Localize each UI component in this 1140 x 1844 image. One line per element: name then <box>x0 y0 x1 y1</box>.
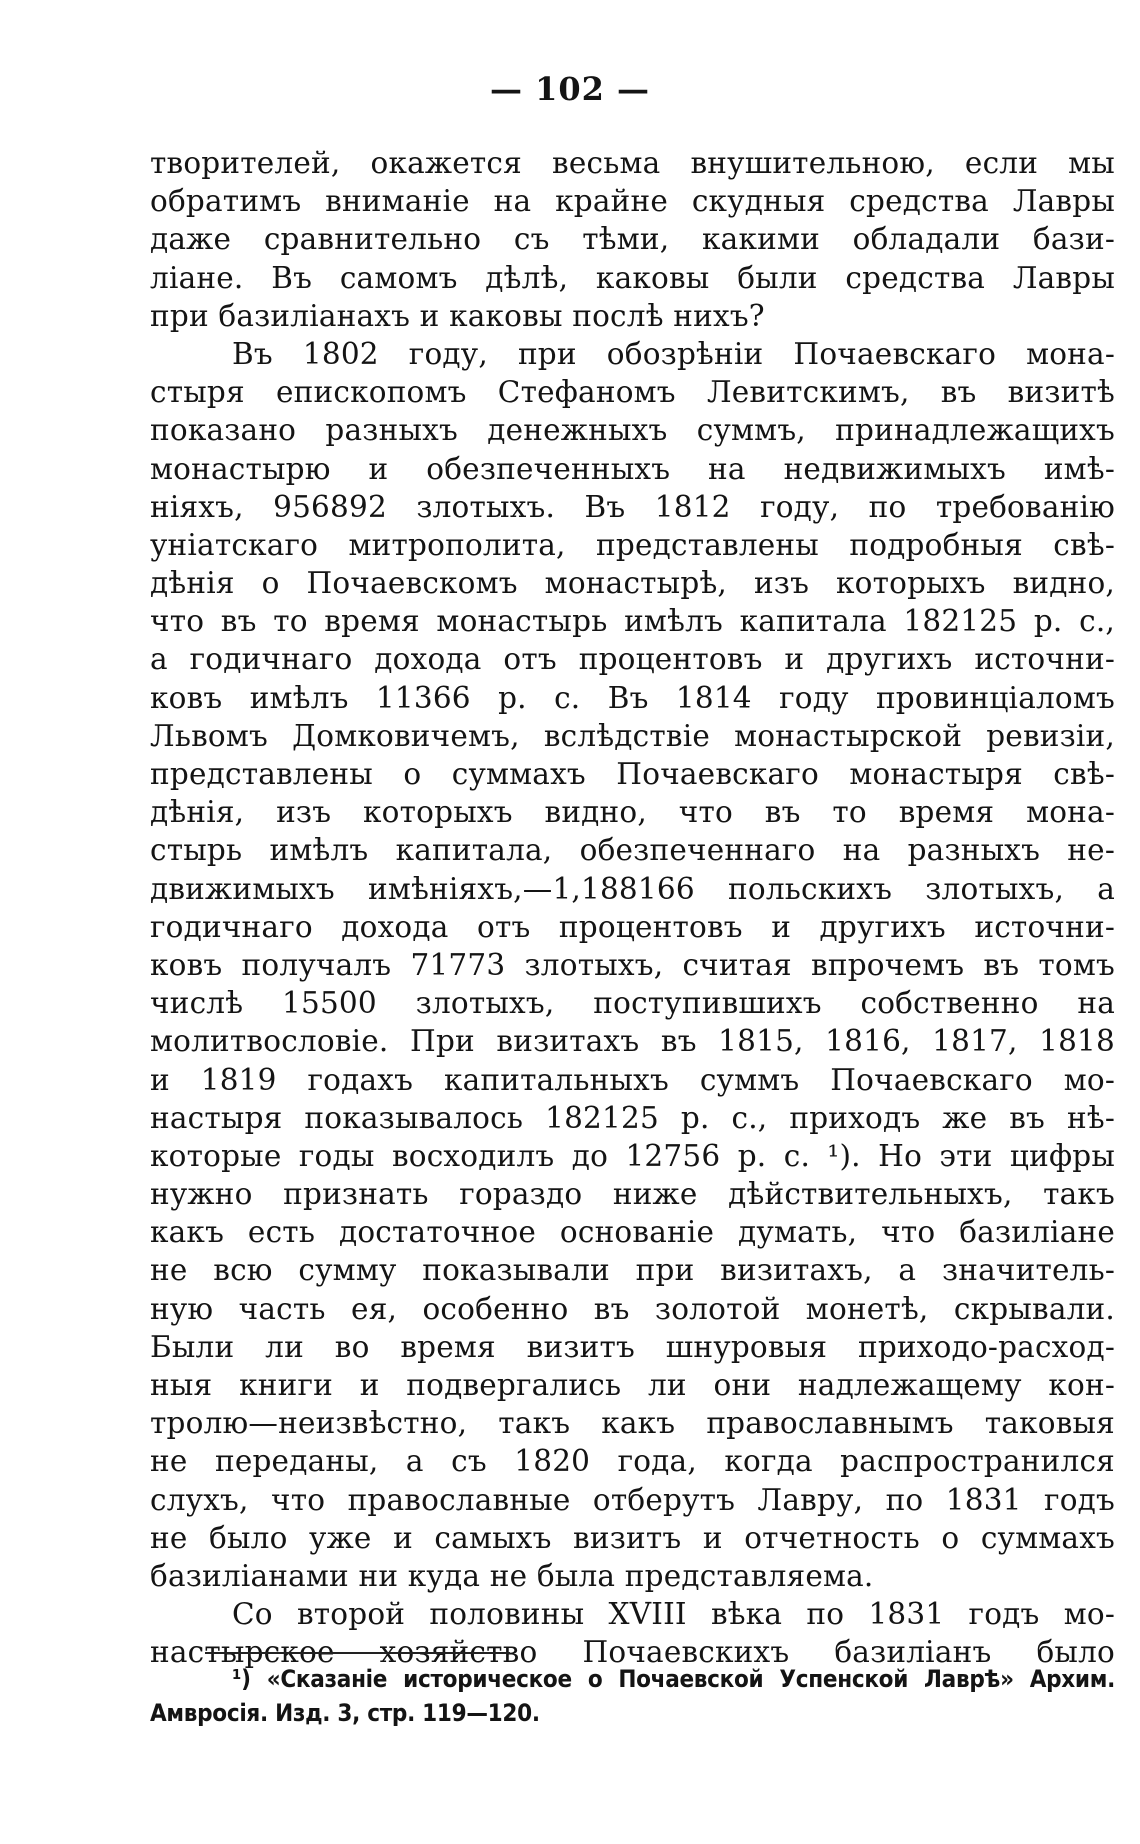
text-line: не было уже и самыхъ визитъ и отчетность о суммахъ <box>150 1520 1115 1555</box>
text-line: ковъ имѣлъ 11366 р. с. Въ 1814 году провинціаломъ <box>150 680 1115 715</box>
footnote <box>150 1662 1115 1730</box>
text-line: Львомъ Домковичемъ, вслѣдствіе монастырской ревизіи, <box>150 718 1115 753</box>
paragraph-start-line: Въ 1802 году, при обозрѣніи Почаевскаго мона- <box>232 336 1115 371</box>
text-line: которые годы восходилъ до 12756 р. с. ¹). Но эти цифры <box>150 1138 1115 1173</box>
text-line: годичнаго дохода отъ процентовъ и другихъ источни- <box>150 909 1115 944</box>
text-line: слухъ, что православные отберутъ Лавру, по 1831 годъ <box>150 1482 1115 1517</box>
text-line: стыря епископомъ Стефаномъ Левитскимъ, въ визитѣ <box>150 375 1115 410</box>
footnote-line: Амвросія. Изд. 3, стр. 119—120. <box>150 1699 540 1727</box>
footnote-line: ¹) «Сказаніе историческое о Почаевской Успенской Лаврѣ» Архим. <box>232 1665 1115 1693</box>
paragraph-start-line: Со второй половины XVIII вѣка по 1831 годъ мо- <box>232 1597 1115 1632</box>
text-line: какъ есть достаточное основаніе думать, что базиліане <box>150 1215 1115 1250</box>
text-line: что въ то время монастырь имѣлъ капитала 182125 р. с., <box>150 604 1115 639</box>
text-line: дѣнія о Почаевскомъ монастырѣ, изъ которыхъ видно, <box>150 566 1115 601</box>
text-line: ныя книги и подвергались ли они надлежащему кон- <box>150 1368 1115 1402</box>
text-line: стырь имѣлъ капитала, обезпеченнаго на разныхъ не- <box>150 833 1115 868</box>
text-line: Были ли во время визитъ шнуровыя приходо-расход- <box>150 1329 1115 1364</box>
text-line: ную часть ея, особенно въ золотой монетѣ, скрывали. <box>150 1291 1115 1326</box>
text-line: а годичнаго дохода отъ процентовъ и другихъ источни- <box>150 642 1115 677</box>
footnote-divider <box>205 1652 510 1654</box>
text-line: движимыхъ имѣніяхъ,—1,188166 польскихъ злотыхъ, а <box>150 871 1115 906</box>
text-line: базиліанами ни куда не была представляема. <box>150 1558 874 1593</box>
text-line: даже сравнительно съ тѣми, какими обладали бази- <box>150 222 1115 257</box>
text-line: тролю—неизвѣстно, такъ какъ православнымъ таковыя <box>150 1406 1115 1441</box>
text-line: числѣ 15500 злотыхъ, поступившихъ собственно на <box>150 986 1115 1021</box>
text-line: не всю сумму показывали при визитахъ, а значитель- <box>150 1253 1115 1288</box>
text-line: показано разныхъ денежныхъ суммъ, принадлежащихъ <box>150 413 1115 448</box>
text-line: творителей, окажется весьма внушительною, если мы <box>150 146 1115 180</box>
text-line: дѣнія, изъ которыхъ видно, что въ то время мона- <box>150 795 1115 830</box>
text-line: представлены о суммахъ Почаевскаго монастыря свѣ- <box>150 757 1115 791</box>
page-number: — 102 — <box>489 70 651 108</box>
text-line: ковъ получалъ 71773 злотыхъ, считая впрочемъ въ томъ <box>150 947 1115 982</box>
text-line: ліане. Въ самомъ дѣлѣ, каковы были средства Лавры <box>150 260 1115 295</box>
main-text <box>150 144 1115 1672</box>
text-line: монастырю и обезпеченныхъ на недвижимыхъ имѣ- <box>150 451 1115 486</box>
text-line: и 1819 годахъ капитальныхъ суммъ Почаевскаго мо- <box>150 1062 1115 1097</box>
text-line: настыря показывалось 182125 р. с., приходъ же въ нѣ- <box>150 1100 1115 1135</box>
text-line: при базиліанахъ и каковы послѣ нихъ? <box>150 298 765 333</box>
text-line: настырское хозяйство Почаевскихъ базиліанъ было <box>150 1635 1115 1670</box>
text-line: нужно признать гораздо ниже дѣйствительныхъ, такъ <box>150 1177 1115 1212</box>
text-line: молитвословіе. При визитахъ въ 1815, 1816, 1817, 1818 <box>150 1024 1115 1059</box>
text-line: уніатскаго митрополита, представлены подробныя свѣ- <box>150 527 1115 562</box>
text-line: обратимъ вниманіе на крайне скудныя средства Лавры <box>150 184 1115 219</box>
text-line: ніяхъ, 956892 злотыхъ. Въ 1812 году, по требованію <box>150 489 1115 524</box>
text-line: не переданы, а съ 1820 года, когда распространился <box>150 1444 1115 1479</box>
